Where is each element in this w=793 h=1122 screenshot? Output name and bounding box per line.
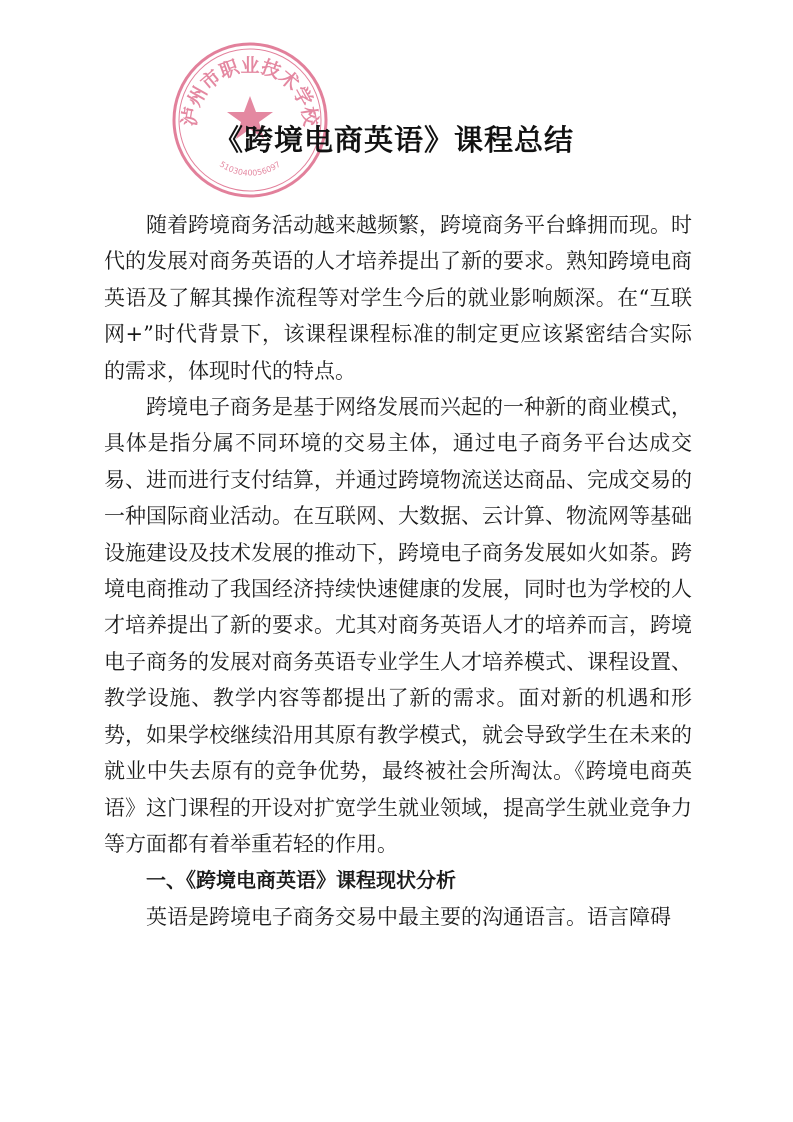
section-paragraph-1: 英语是跨境电子商务交易中最主要的沟通语言。语言障碍 bbox=[146, 904, 671, 929]
document-title: 《跨境电商英语》课程总结 bbox=[214, 123, 575, 157]
section-heading-1: 一、《跨境电商英语》课程现状分析 bbox=[146, 868, 456, 893]
body-paragraph-2: 跨境电子商务是基于网络发展而兴起的一种新的商业模式，具体是指分属不同环境的交易主体，通过电子商务平台达成交易、进而进行支付结算，并通过跨境物流送达商品、完成交易的一种国际商业活动。在互联网、大数据、云计算、物流网等基础设施建设及技术发展的推动下，跨境电子商务发展如火如荼。跨境电商推动了我国经济持续快速健康的发展，同时也为学校的人才培养提出了新的要求。尤其对商务英语人才的培养而言，跨境电子商务的发展对商务英语专业学生人才培养模式、课程设置、教学设施、教学内容等都提出了新的需求。面对新的机遇和形势，如果学校继续沿用其原有教学模式，就会导致学生在未来的就业中失去原有的竞争优势，最终被社会所淘汰。《跨境电商英语》这门课程的开设对扩宽学生就业领域，提高学生就业竞争力等方面都有着举重若轻的作用。 bbox=[104, 395, 692, 856]
seal-code-text: 5103040056097 bbox=[217, 159, 283, 178]
body-paragraph-1: 随着跨境商务活动越来越频繁，跨境商务平台蜂拥而现。时代的发展对商务英语的人才培养提出了新的要求。熟知跨境电商英语及了解其操作流程等对学生今后的就业影响颇深。在“互联网+”时代背景下，该课程课程标准的制定更应该紧密结合实际的需求，体现时代的特点。 bbox=[104, 213, 692, 383]
document-body bbox=[104, 207, 692, 935]
seal-name-text: 泸州市职业技术学校 bbox=[178, 55, 322, 128]
